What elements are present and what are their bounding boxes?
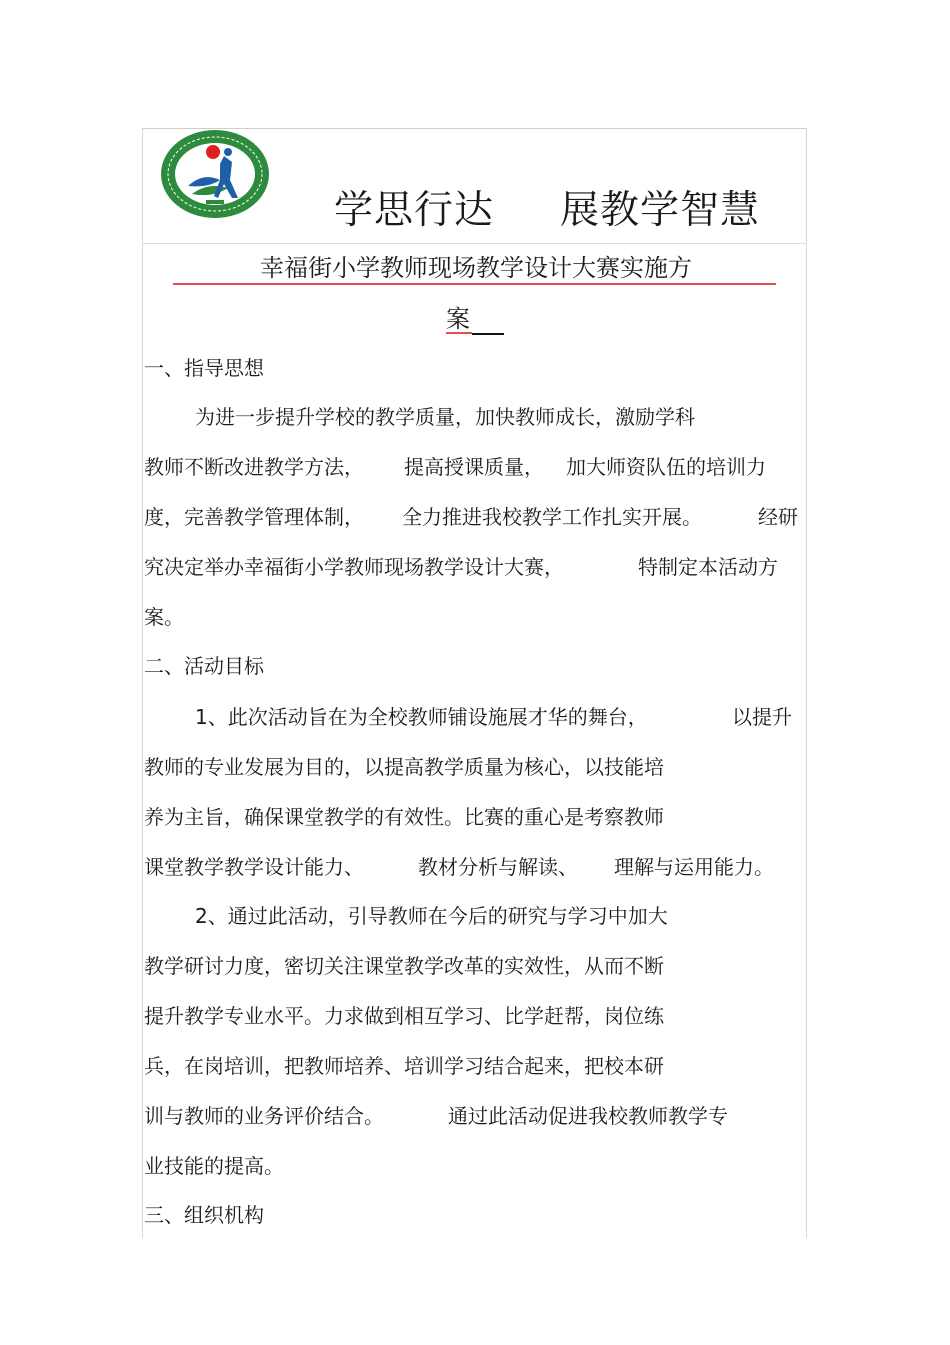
- text-line: 度，完善教学管理体制，: [144, 505, 364, 529]
- text-line: 经研: [758, 505, 798, 529]
- section-heading: 一、指导思想: [144, 356, 264, 380]
- section-heading: 二、活动目标: [144, 654, 264, 678]
- page-frame-right: [806, 128, 807, 1238]
- text-line: 理解与运用能力。: [614, 855, 774, 879]
- text-line: 特制定本活动方: [638, 555, 778, 579]
- page-frame-left: [142, 128, 143, 1238]
- text-line: 提高授课质量，: [404, 455, 544, 479]
- title-underline: [173, 283, 776, 285]
- text-line: 究决定举办幸福街小学教师现场教学设计大赛，: [144, 555, 564, 579]
- text-line: 1、此次活动旨在为全校教师铺设施展才华的舞台，: [195, 705, 648, 729]
- text-line: 教师的专业发展为目的，以提高教学质量为核心，以技能培: [144, 755, 664, 779]
- document-title-line-1: 幸福街小学教师现场教学设计大赛实施方: [260, 254, 692, 282]
- text-line: 兵，在岗培训，把教师培养、培训学习结合起来，把校本研: [144, 1054, 664, 1078]
- text-line: 通过此活动促进我校教师教学专: [448, 1104, 728, 1128]
- text-line: 教师不断改进教学方法，: [144, 455, 364, 479]
- text-line: 2、通过此活动，引导教师在今后的研究与学习中加大: [195, 904, 668, 928]
- text-line: 训与教师的业务评价结合。: [144, 1104, 384, 1128]
- text-line: 加大师资队伍的培训力: [566, 455, 766, 479]
- text-line: 为进一步提升学校的教学质量，加快教师成长，激励学科: [195, 405, 695, 429]
- text-line: 案。: [144, 605, 184, 629]
- motto-right: 展教学智慧: [560, 188, 761, 233]
- document-title-line-2: 案: [446, 305, 470, 333]
- title-underline-red: [446, 332, 472, 334]
- text-line: 全力推进我校教学工作扎实开展。: [402, 505, 702, 529]
- text-line: 教材分析与解读、: [418, 855, 578, 879]
- text-line: 课堂教学教学设计能力、: [144, 855, 364, 879]
- section-heading: 三、组织机构: [144, 1203, 264, 1227]
- school-emblem-icon: [158, 128, 272, 220]
- text-line: 以提升: [732, 705, 792, 729]
- header-divider: [142, 243, 807, 244]
- text-line: 提升教学专业水平。力求做到相互学习、比学赶帮，岗位练: [144, 1004, 664, 1028]
- text-line: 教学研讨力度，密切关注课堂教学改革的实效性，从而不断: [144, 954, 664, 978]
- motto-left: 学思行达: [334, 188, 495, 233]
- title-underline-black: [472, 333, 504, 335]
- text-line: 养为主旨，确保课堂教学的有效性。比赛的重心是考察教师: [144, 805, 664, 829]
- text-line: 业技能的提高。: [144, 1154, 284, 1178]
